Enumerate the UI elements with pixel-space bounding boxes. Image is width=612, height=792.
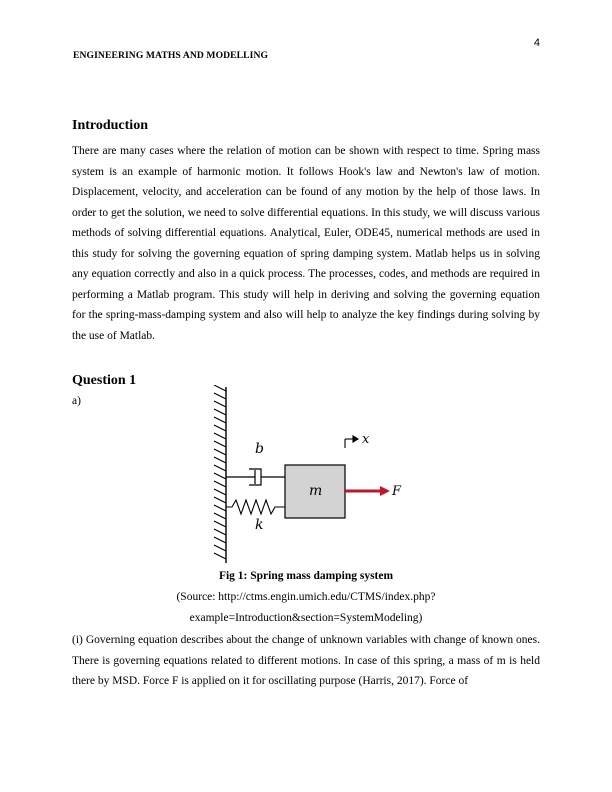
damper (226, 469, 285, 485)
figure-source-line-2: example=Introduction&section=SystemModeling) (189, 612, 423, 624)
figure-source-line-1: (Source: http://ctms.engin.umich.edu/CTMS/index.php? (176, 591, 436, 603)
introduction-paragraph: There are many cases where the relation of motion can be shown with respect to time. Spring mass system is an example of harmonic motion. It follows Hook's law and Newton's law of motion. Displacement, velocity, and acceleration can be found of any motion by the help of those laws. In order to get the solution, we need to solve differential equations. In this study, we will discuss various methods of solving differential equations. Analytical, Euler, ODE45, numerical methods are used in this study for solving the governing equation of spring damping system. Matlab helps us in solving any equation correctly and also in a quick process. The processes, codes, and methods are required in performing a Matlab program. This study will help in deriving and solving the governing equation for the spring-mass-damping system and also will help to analyze the key findings during solving by the use of Matlab. (72, 145, 540, 342)
question-1-heading: Question 1 (72, 373, 137, 388)
displacement-label: x (362, 432, 370, 447)
displacement-axis (345, 436, 358, 448)
mass-label: m (309, 483, 323, 499)
force-arrow (345, 486, 390, 496)
wall (214, 385, 226, 563)
part-a-label: a) (72, 395, 81, 407)
damper-label: b (255, 441, 264, 457)
spring (226, 500, 285, 514)
spring-mass-damper-figure (205, 385, 410, 565)
page-number: 4 (533, 37, 540, 49)
introduction-heading: Introduction (72, 118, 148, 133)
figure-caption: Fig 1: Spring mass damping system (218, 570, 394, 582)
spring-label: k (255, 517, 264, 533)
running-head: ENGINEERING MATHS AND MODELLING (73, 50, 269, 61)
force-label: F (392, 484, 402, 499)
question-1-paragraph: (i) Governing equation describes about the change of unknown variables with change of known ones. There is governing equations related to different motions. In case of this spring, a mass of m is held there by MSD. Force F is applied on it for oscillating purpose (Harris, 2017). Force of (72, 634, 540, 687)
